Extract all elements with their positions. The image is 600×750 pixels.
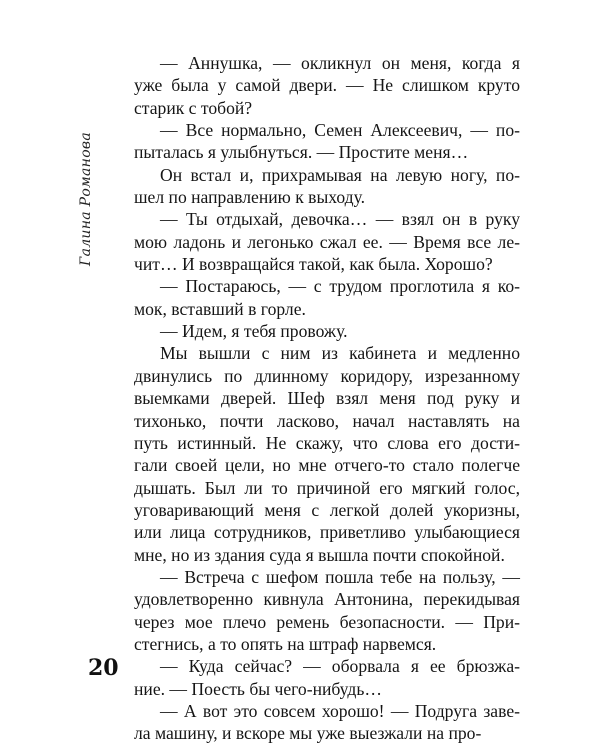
text-line: — Идем, я тебя провожу. (160, 321, 348, 342)
text-line: двинулись по длинному коридору, изрезанному (134, 365, 520, 386)
text-line: — Постараюсь, — с трудом проглотила я ко- (160, 276, 520, 297)
text-line: ла машину, и вскоре мы уже выезжали на про- (134, 723, 482, 744)
paragraph (134, 52, 520, 119)
text-line: старик с тобой? (134, 97, 253, 118)
running-head-author: Галина Романова (78, 131, 94, 266)
paragraph (134, 164, 520, 209)
text-line: стегнись, а то опять на штраф нарвемся. (134, 633, 437, 654)
text-line: выемками дверей. Шеф взял меня под руку и (134, 388, 520, 409)
page-number: 20 (88, 655, 119, 681)
text-line: ние. — Поесть бы чего-нибудь… (134, 678, 382, 699)
text-line: уговаривающий меня с легкой долей укоризны, (134, 499, 520, 520)
paragraph (134, 320, 520, 342)
text-line: — Ты отдыхай, девочка… — взял он в руку (160, 209, 520, 230)
text-line: — Куда сейчас? — оборвала я ее брюзжа- (160, 656, 520, 677)
paragraph (134, 275, 520, 320)
text-line: шел по направлению к выходу. (134, 187, 366, 208)
text-line: мою ладонь и легонько сжал ее. — Время все ле- (134, 231, 520, 252)
paragraph (134, 208, 520, 275)
text-line: дышать. Был ли то причиной его мягкий голос, (134, 477, 520, 498)
text-line: — Встреча с шефом пошла тебе на пользу, — (160, 566, 520, 587)
paragraph (134, 655, 520, 700)
text-line: мне, но из здания суда я вышла почти спокойной. (134, 544, 505, 565)
paragraph (134, 700, 520, 745)
text-line: — А вот это совсем хорошо! — Подруга заве- (160, 700, 520, 721)
text-line: чит… И возвращайся такой, как была. Хорошо? (134, 254, 493, 275)
body-text (134, 52, 520, 745)
paragraph (134, 119, 520, 164)
text-line: или лица сотрудников, приветливо улыбающиеся (134, 522, 520, 543)
text-line: Он встал и, прихрамывая на левую ногу, по- (160, 164, 520, 185)
text-line: тихонько, почти ласково, начал наставлять на (134, 410, 520, 431)
text-line: уже была у самой двери. — Не слишком круто (134, 75, 520, 96)
paragraph (134, 566, 520, 655)
text-line: мок, вставший в горле. (134, 298, 306, 319)
text-line: Мы вышли с ним из кабинета и медленно (160, 343, 520, 364)
text-line: через мое плечо ремень безопасности. — При- (134, 611, 520, 632)
text-line: удовлетворенно кивнула Антонина, перекидывая (134, 589, 520, 610)
paragraph (134, 342, 520, 565)
text-line: — Все нормально, Семен Алексеевич, — по- (160, 120, 520, 141)
text-line: — Аннушка, — окликнул он меня, когда я (160, 53, 520, 73)
text-line: путь истинный. Не скажу, что слова его дости- (134, 432, 520, 453)
text-line: пыталась я улыбнуться. — Простите меня… (134, 142, 469, 163)
text-line: гали своей цели, но мне отчего-то стало полегче (134, 455, 520, 476)
